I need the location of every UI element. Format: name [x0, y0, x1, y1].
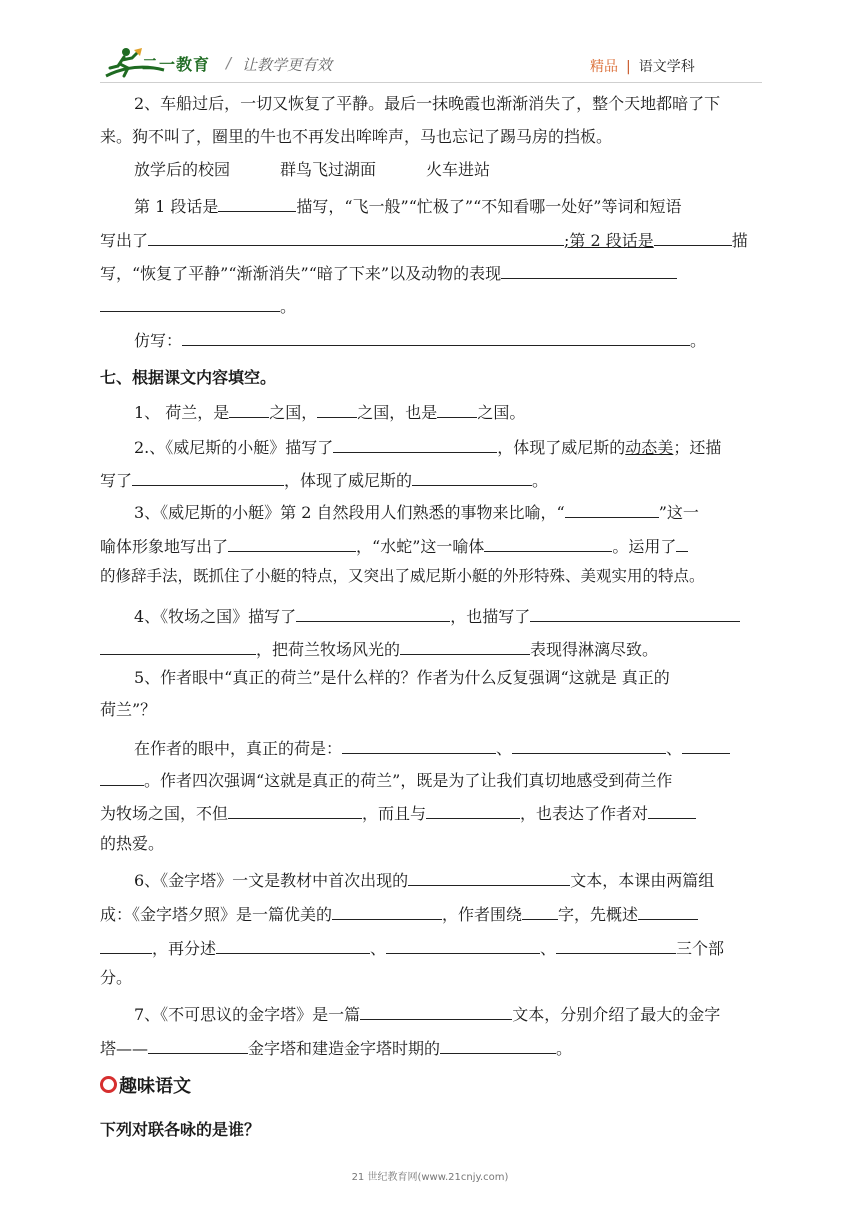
fun-question: 下列对联各咏的是谁？	[100, 1120, 261, 1139]
imitate-end: 。	[690, 331, 707, 350]
blank[interactable]	[148, 1036, 248, 1054]
q2-text-f: ，体现了威尼斯的	[284, 471, 413, 490]
q6-text-i: 三个部	[676, 939, 725, 958]
subject-tag	[590, 56, 695, 76]
q2-text-a: 2.、《威尼斯的小艇》描写了	[134, 438, 334, 457]
q2-text-e: 写了	[100, 471, 133, 490]
bullet-circle-icon	[100, 1076, 117, 1093]
q2-text-g: 。	[532, 471, 549, 490]
q2-line1	[134, 435, 721, 458]
passage2-line1: 2、车船过后，一切又恢复了平静。最后一抹晚霞也渐渐消失了，整个天地都暗了下	[134, 94, 721, 113]
q6-text-f: ，再分述	[152, 939, 217, 958]
q5-text-f: 。作者四次强调“这就是真正的荷兰”，既是为了让我们真切地感受到荷兰作	[144, 771, 673, 790]
q3-line2	[100, 534, 688, 557]
q2-text-c: 动态美	[625, 438, 674, 457]
q3-text-a: 3、《威尼斯的小艇》第 2 自然段用人们熟悉的事物来比喻，“	[134, 503, 565, 522]
blank[interactable]	[132, 468, 284, 486]
q7-line2	[100, 1036, 572, 1059]
blank[interactable]	[556, 936, 676, 954]
fill1-text-f: 写，“恢复了平静”“渐渐消失”“暗了下来”以及动物的表现	[100, 264, 502, 283]
page-header	[0, 0, 860, 84]
blank[interactable]	[216, 936, 370, 954]
blank[interactable]	[676, 534, 688, 552]
q3-text-d: ，“水蛇”这一喻体	[356, 537, 485, 556]
blank[interactable]	[437, 400, 477, 418]
option-2: 群鸟飞过湖面	[280, 160, 377, 179]
header-slash: /	[226, 54, 232, 72]
blank[interactable]	[100, 294, 280, 312]
q6-line4: 分。	[100, 968, 133, 987]
blank[interactable]	[412, 468, 532, 486]
blank[interactable]	[501, 261, 677, 279]
blank[interactable]	[654, 228, 732, 246]
q3-text-c: 喻体形象地写出了	[100, 537, 229, 556]
q7-line1	[134, 1002, 720, 1025]
q5-line6: 的热爱。	[100, 834, 165, 853]
blank[interactable]	[426, 801, 520, 819]
q1-text-d: 之国。	[477, 403, 526, 422]
blank[interactable]	[228, 534, 356, 552]
q1-text-b: 之国，	[269, 403, 318, 422]
blank[interactable]	[317, 400, 357, 418]
q6-text-b: 文本，本课由两篇组	[570, 871, 715, 890]
blank[interactable]	[400, 637, 530, 655]
q4-text-b: ，也描写了	[450, 607, 531, 626]
q5-line5	[100, 801, 696, 824]
q5-line4	[100, 768, 672, 791]
q4-text-a: 4、《牧场之国》描写了	[134, 607, 297, 626]
brand-slogan: 让教学更有效	[242, 56, 333, 74]
blank[interactable]	[360, 1002, 512, 1020]
tag-divider: |	[626, 59, 631, 75]
q2-text-b: ，体现了威尼斯的	[497, 438, 626, 457]
q5-text-e: 、	[666, 739, 683, 758]
q6-text-e: 字，先概述	[558, 905, 639, 924]
subject-label: 语文学科	[638, 59, 695, 75]
blank[interactable]	[296, 604, 450, 622]
blank[interactable]	[218, 194, 296, 212]
q1-text-a: 1、 荷兰，是	[134, 403, 230, 422]
blank[interactable]	[648, 801, 696, 819]
blank[interactable]	[229, 400, 269, 418]
blank[interactable]	[386, 936, 540, 954]
q7-text-c: 塔——	[100, 1039, 149, 1058]
premium-label: 精品	[590, 59, 618, 75]
q7-text-d: 金字塔和建造金字塔时期的	[248, 1039, 441, 1058]
option-list	[134, 160, 490, 180]
q5-text-g: 为牧场之国，不但	[100, 804, 229, 823]
blank[interactable]	[512, 736, 666, 754]
fun-section-heading	[100, 1076, 191, 1098]
q6-text-h: 、	[540, 939, 557, 958]
passage2-line2: 来。狗不叫了，圈里的牛也不再发出哞哞声，马也忘记了踢马房的挡板。	[100, 127, 613, 146]
blank[interactable]	[522, 902, 558, 920]
fill1-text-a: 第 1 段话是	[134, 197, 219, 216]
q6-line2	[100, 902, 698, 925]
blank[interactable]	[638, 902, 698, 920]
q6-text-d: ，作者围绕	[442, 905, 523, 924]
q5-text-i: ，也表达了作者对	[520, 804, 649, 823]
imitate-label: 仿写：	[134, 331, 183, 350]
section7-title: 七、根据课文内容填空。	[100, 368, 277, 387]
blank[interactable]	[408, 868, 570, 886]
blank[interactable]	[440, 1036, 556, 1054]
fill1-text-d: ;第 2 段话是	[564, 231, 654, 250]
blank[interactable]	[182, 328, 690, 346]
q5-text-c: 在作者的眼中，真正的荷是：	[134, 739, 343, 758]
blank[interactable]	[484, 534, 612, 552]
page-footer: 21 世纪教育网(www.21cnjy.com)	[351, 1172, 509, 1183]
fun-title: 趣味语文	[119, 1076, 191, 1097]
blank[interactable]	[100, 637, 256, 655]
blank[interactable]	[228, 801, 362, 819]
fill1-text-b: 描写，“飞一般”“忙极了”“不知看哪一处好”等词和短语	[296, 197, 682, 216]
q3-line3: 的修辞手法，既抓住了小艇的特点，又突出了威尼斯小艇的外形特殊、美观实用的特点。	[100, 567, 705, 585]
fill1-text-e: 描	[731, 231, 748, 250]
q3-text-b: ”这一	[658, 503, 699, 522]
q3-line1	[134, 500, 699, 523]
q4-line2	[100, 637, 658, 660]
blank[interactable]	[100, 768, 144, 786]
q2-text-d: ；还描	[673, 438, 722, 457]
q4-text-d: 表现得淋漓尽致。	[530, 640, 659, 659]
q4-line1	[134, 604, 740, 627]
option-3: 火车进站	[426, 160, 491, 179]
q1-text-c: 之国，也是	[357, 403, 438, 422]
blank[interactable]	[148, 228, 564, 246]
blank[interactable]	[333, 435, 497, 453]
q7-text-a: 7、《不可思议的金字塔》是一篇	[134, 1005, 361, 1024]
q6-text-a: 6、《金字塔》一文是教材中首次出现的	[134, 871, 409, 890]
q5-line1: 5、作者眼中“真正的荷兰”是什么样的？作者为什么反复强调“这就是 真正的	[134, 668, 670, 687]
blank[interactable]	[530, 604, 740, 622]
q3-text-e: 。运用了	[612, 537, 677, 556]
q5-text-d: 、	[496, 739, 513, 758]
q6-text-c: 成：《金字塔夕照》是一篇优美的	[100, 905, 333, 924]
q7-text-e: 。	[556, 1039, 573, 1058]
q2-line2	[100, 468, 548, 491]
q6-line3	[100, 936, 724, 959]
blank[interactable]	[332, 902, 442, 920]
blank[interactable]	[100, 936, 152, 954]
fill1-text-g: 。	[280, 297, 297, 316]
brand-name: 二一教育	[142, 55, 211, 74]
fill1-line3	[100, 261, 677, 284]
q6-text-g: 、	[370, 939, 387, 958]
q5-line3	[134, 736, 730, 759]
q7-text-b: 文本，分别介绍了最大的金字	[512, 1005, 721, 1024]
q4-text-c: ，把荷兰牧场风光的	[256, 640, 401, 659]
header-divider	[100, 82, 762, 83]
blank[interactable]	[682, 736, 730, 754]
option-1: 放学后的校园	[134, 160, 231, 179]
fill1-line4	[100, 294, 296, 317]
q6-line1	[134, 868, 714, 891]
fill1-line2	[100, 228, 748, 251]
blank[interactable]	[342, 736, 496, 754]
q5-text-h: ，而且与	[362, 804, 427, 823]
q1-line	[134, 400, 525, 423]
q5-line2: 荷兰”？	[100, 700, 157, 719]
blank[interactable]	[565, 500, 659, 518]
imitate-line	[134, 328, 706, 351]
fill1-line1	[134, 194, 681, 217]
fill1-text-c: 写出了	[100, 231, 149, 250]
